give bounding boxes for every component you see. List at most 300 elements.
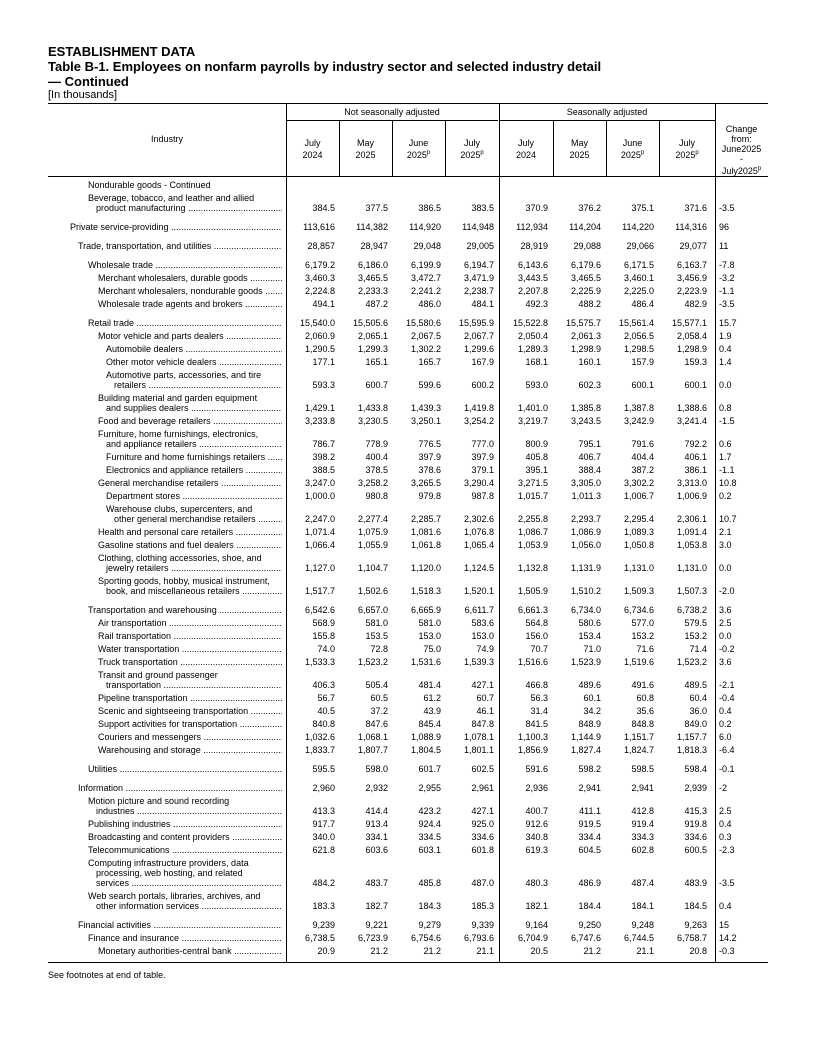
value-cell: 1,807.7 — [357, 745, 388, 755]
value-cell: 388.5 — [312, 465, 335, 475]
value-cell: 604.5 — [578, 845, 601, 855]
value-cell: 15,580.6 — [405, 318, 441, 328]
value-cell: 1,523.9 — [570, 657, 601, 667]
value-cell: 6,723.9 — [357, 933, 388, 943]
value-cell: 405.8 — [525, 452, 548, 462]
value-cell: 3,230.5 — [357, 416, 388, 426]
table-row — [48, 501, 768, 524]
column-divider — [339, 120, 340, 176]
row-label-line: transportation ..... — [48, 680, 282, 690]
value-cell: 334.1 — [365, 832, 388, 842]
value-cell: 0.6 — [719, 439, 732, 449]
value-cell: 2,056.5 — [623, 331, 654, 341]
value-cell: 487.0 — [471, 878, 494, 888]
value-cell: 3.0 — [719, 540, 732, 550]
value-cell: 1,509.3 — [623, 586, 654, 596]
value-cell: 2,067.7 — [463, 331, 494, 341]
row-label — [48, 553, 286, 573]
value-cell: 153.0 — [418, 631, 441, 641]
period-month: June — [408, 138, 429, 148]
row-label-line: and supplies dealers ..... — [48, 403, 282, 413]
value-cell: 387.2 — [631, 465, 654, 475]
value-cell: 413.3 — [312, 806, 335, 816]
value-cell: 603.1 — [418, 845, 441, 855]
value-cell: 2,932 — [365, 783, 388, 793]
value-cell: 2,223.9 — [676, 286, 707, 296]
row-label-line: Building material and garden equipment — [98, 393, 258, 403]
value-cell: 1,505.9 — [517, 586, 548, 596]
value-cell: 6,758.7 — [676, 933, 707, 943]
value-cell: 383.5 — [471, 203, 494, 213]
value-cell: 466.8 — [525, 680, 548, 690]
value-cell: 1,157.7 — [676, 732, 707, 742]
value-cell: 74.0 — [317, 644, 335, 654]
row-label — [48, 299, 286, 309]
row-label — [48, 693, 286, 703]
value-cell: 579.5 — [684, 618, 707, 628]
row-label — [48, 273, 286, 283]
period-month: July — [678, 138, 695, 148]
value-cell: 11 — [719, 241, 729, 251]
value-cell: -0.1 — [719, 764, 735, 774]
value-cell: 395.1 — [525, 465, 548, 475]
value-cell: 792.2 — [684, 439, 707, 449]
value-cell: 2,067.5 — [410, 331, 441, 341]
value-cell: 412.8 — [631, 806, 654, 816]
row-label — [48, 783, 286, 793]
value-cell: 376.2 — [578, 203, 601, 213]
value-cell: 577.0 — [631, 618, 654, 628]
value-cell: 386.1 — [684, 465, 707, 475]
value-cell: 56.7 — [317, 693, 335, 703]
value-cell: 840.8 — [312, 719, 335, 729]
table-row — [48, 667, 768, 690]
value-cell: 6,738.5 — [304, 933, 335, 943]
row-label — [48, 732, 286, 742]
value-cell: 1,081.6 — [410, 527, 441, 537]
value-cell: 847.8 — [471, 719, 494, 729]
value-cell: 0.8 — [719, 403, 732, 413]
value-cell: 160.1 — [578, 357, 601, 367]
row-label-line: Warehousing and storage ..... — [48, 745, 282, 755]
value-cell: 15.7 — [719, 318, 737, 328]
value-cell: 1,818.3 — [676, 745, 707, 755]
value-cell: 9,339 — [471, 920, 494, 930]
table-title: Table B-1. Employees on nonfarm payrolls by industry sector and selected industry detail — [48, 59, 602, 74]
change-header-line: Change — [725, 124, 758, 134]
value-cell: 184.4 — [578, 901, 601, 911]
value-cell: 1,066.4 — [304, 540, 335, 550]
value-cell: 1,518.3 — [410, 586, 441, 596]
value-cell: 1,299.6 — [463, 344, 494, 354]
value-cell: 487.4 — [631, 878, 654, 888]
value-cell: 112,934 — [516, 222, 548, 232]
value-cell: 484.2 — [312, 878, 335, 888]
value-cell: -3.2 — [719, 273, 735, 283]
row-label-line: Pipeline transportation ..... — [48, 693, 282, 703]
row-label — [48, 241, 286, 251]
table-row — [48, 328, 768, 341]
row-label — [48, 618, 286, 628]
value-cell: 3,219.7 — [517, 416, 548, 426]
value-cell: 153.4 — [578, 631, 601, 641]
row-label-line: retailers ..... — [48, 380, 282, 390]
period-header — [606, 120, 659, 176]
payroll-table — [48, 103, 768, 963]
value-cell: 800.9 — [525, 439, 548, 449]
value-cell: 156.0 — [525, 631, 548, 641]
value-cell: 167.9 — [471, 357, 494, 367]
value-cell: 6,734.6 — [623, 605, 654, 615]
row-label — [48, 260, 286, 270]
row-label — [48, 416, 286, 426]
period-year: 2025$^p$ — [675, 150, 699, 160]
value-cell: 602.8 — [631, 845, 654, 855]
change-header-line: July2025 — [721, 166, 758, 176]
value-cell: 6,186.0 — [357, 260, 388, 270]
period-header — [339, 120, 392, 176]
value-cell: 0.4 — [719, 901, 732, 911]
value-cell: 480.3 — [525, 878, 548, 888]
row-label-line: Water transportation ..... — [48, 644, 282, 654]
value-cell: 1,144.9 — [570, 732, 601, 742]
value-cell: 406.1 — [684, 452, 707, 462]
value-cell: 776.5 — [418, 439, 441, 449]
value-cell: 2.5 — [719, 806, 732, 816]
table-row — [48, 296, 768, 309]
value-cell: 159.3 — [684, 357, 707, 367]
period-month: May — [356, 138, 374, 148]
column-divider — [445, 120, 446, 176]
value-cell: 6,163.7 — [676, 260, 707, 270]
period-header — [445, 120, 499, 176]
value-cell: 848.9 — [578, 719, 601, 729]
row-label-line: Scenic and sightseeing transportation ..... — [48, 706, 282, 716]
value-cell: 113,616 — [303, 222, 335, 232]
period-header — [392, 120, 445, 176]
value-cell: 917.7 — [312, 819, 335, 829]
value-cell: 114,382 — [356, 222, 388, 232]
section-title: ESTABLISHMENT DATA — [48, 44, 196, 59]
value-cell: 1,533.3 — [304, 657, 335, 667]
table-row — [48, 716, 768, 729]
value-cell: 3,258.2 — [357, 478, 388, 488]
value-cell: 3,290.4 — [463, 478, 494, 488]
value-cell: 334.6 — [471, 832, 494, 842]
value-cell: 1,502.6 — [357, 586, 388, 596]
value-cell: 1,539.3 — [463, 657, 494, 667]
table-row — [48, 742, 768, 755]
value-cell: -0.2 — [719, 644, 735, 654]
value-cell: 481.4 — [418, 680, 441, 690]
row-label-line: and appliance retailers ..... — [48, 439, 282, 449]
value-cell: 2,941 — [631, 783, 654, 793]
row-label — [48, 465, 286, 475]
row-label — [48, 644, 286, 654]
row-label-line: product manufacturing ..... — [48, 203, 282, 213]
row-label — [48, 764, 286, 774]
value-cell: 2,238.7 — [463, 286, 494, 296]
value-cell: 29,048 — [413, 241, 441, 251]
value-cell: 71.0 — [583, 644, 601, 654]
value-cell: 845.4 — [418, 719, 441, 729]
table-row — [48, 761, 768, 774]
value-cell: 2,960 — [312, 783, 335, 793]
value-cell: 598.5 — [631, 764, 654, 774]
value-cell: 1,824.7 — [623, 745, 654, 755]
row-label-line: Merchant wholesalers, durable goods ..... — [48, 273, 282, 283]
row-label-line: Wholesale trade agents and brokers ..... — [48, 299, 282, 309]
value-cell: 0.2 — [719, 491, 732, 501]
period-year: 2025 — [569, 150, 590, 160]
value-cell: 423.2 — [418, 806, 441, 816]
column-divider — [392, 120, 393, 176]
value-cell: 415.3 — [684, 806, 707, 816]
row-label — [48, 657, 286, 667]
value-cell: 9,239 — [312, 920, 335, 930]
value-cell: 6.0 — [719, 732, 732, 742]
row-label — [48, 796, 286, 816]
value-cell: 6,754.6 — [410, 933, 441, 943]
value-cell: 6,657.0 — [357, 605, 388, 615]
value-cell: 184.3 — [418, 901, 441, 911]
value-cell: 600.7 — [365, 380, 388, 390]
period-year: 2024 — [515, 150, 537, 160]
row-label — [48, 858, 286, 888]
table-row — [48, 354, 768, 367]
value-cell: 2,939 — [684, 783, 707, 793]
value-cell: 3,460.1 — [623, 273, 654, 283]
value-cell: 2,241.2 — [410, 286, 441, 296]
value-cell: 31.4 — [530, 706, 548, 716]
value-cell: 598.4 — [684, 764, 707, 774]
value-cell: 96 — [719, 222, 730, 232]
value-cell: 1,827.4 — [570, 745, 601, 755]
value-cell: 1,523.2 — [676, 657, 707, 667]
value-cell: 1,289.3 — [517, 344, 548, 354]
row-label-line: Private service-providing ..... — [48, 222, 282, 232]
value-cell: 1.7 — [719, 452, 732, 462]
value-cell: 2,277.4 — [357, 514, 388, 524]
value-cell: 3,465.5 — [570, 273, 601, 283]
value-cell: 1,299.3 — [357, 344, 388, 354]
value-cell: 6,194.7 — [463, 260, 494, 270]
value-cell: 37.2 — [370, 706, 388, 716]
value-cell: 1,388.6 — [676, 403, 707, 413]
value-cell: 15,540.0 — [299, 318, 335, 328]
table-row — [48, 729, 768, 742]
value-cell: 1,131.0 — [623, 563, 654, 573]
value-cell: 414.4 — [365, 806, 388, 816]
value-cell: 29,088 — [573, 241, 601, 251]
value-cell: 182.1 — [525, 901, 548, 911]
value-cell: 491.6 — [631, 680, 654, 690]
value-cell: 848.8 — [631, 719, 654, 729]
value-cell: 10.7 — [719, 514, 737, 524]
row-label — [48, 318, 286, 328]
row-label — [48, 491, 286, 501]
table-row — [48, 426, 768, 449]
row-label-line: Warehouse clubs, supercenters, and — [106, 504, 253, 514]
value-cell: 71.6 — [636, 644, 654, 654]
value-cell: 3,265.5 — [410, 478, 441, 488]
table-row — [48, 449, 768, 462]
value-cell: 398.2 — [312, 452, 335, 462]
row-label-line: other information services ..... — [48, 901, 282, 911]
table-row — [48, 462, 768, 475]
value-cell: 913.4 — [365, 819, 388, 829]
row-label — [48, 845, 286, 855]
value-cell: 114,204 — [569, 222, 601, 232]
table-row — [48, 367, 768, 390]
value-cell: 20.8 — [689, 946, 707, 956]
value-cell: 919.4 — [631, 819, 654, 829]
value-cell: 0.0 — [719, 631, 732, 641]
value-cell: 29,005 — [466, 241, 494, 251]
row-spacer — [48, 956, 768, 962]
value-cell: 919.8 — [684, 819, 707, 829]
period-year: 2025$^p$ — [406, 150, 431, 160]
value-cell: 71.4 — [689, 644, 707, 654]
value-cell: 70.7 — [530, 644, 548, 654]
value-cell: 3,313.0 — [676, 478, 707, 488]
value-cell: 6,793.6 — [463, 933, 494, 943]
table-row — [48, 930, 768, 943]
value-cell: 28,919 — [520, 241, 548, 251]
value-cell: 924.4 — [418, 819, 441, 829]
table-body — [48, 177, 768, 962]
value-cell: 1,507.3 — [676, 586, 707, 596]
value-cell: -2 — [719, 783, 728, 793]
row-label-line: Truck transportation ..... — [48, 657, 282, 667]
value-cell: 2,050.4 — [517, 331, 548, 341]
value-cell: 168.1 — [525, 357, 548, 367]
value-cell: 21.2 — [370, 946, 388, 956]
nsa-group-header: Not seasonally adjusted — [286, 104, 498, 121]
table-row — [48, 257, 768, 270]
value-cell: 979.8 — [418, 491, 441, 501]
value-cell: 2,255.8 — [517, 514, 548, 524]
industry-column-header: Industry — [150, 134, 183, 144]
value-cell: 334.6 — [684, 832, 707, 842]
value-cell: 2,936 — [525, 783, 548, 793]
value-cell: 3,471.9 — [463, 273, 494, 283]
row-label-line: industries ..... — [48, 806, 282, 816]
value-cell: 15,505.6 — [352, 318, 388, 328]
table-row — [48, 177, 768, 190]
value-cell: 375.1 — [631, 203, 654, 213]
value-cell: 379.1 — [471, 465, 494, 475]
value-cell: 165.7 — [418, 357, 441, 367]
row-label-line: Support activities for transportation ..... — [48, 719, 282, 729]
value-cell: 581.0 — [365, 618, 388, 628]
row-label — [48, 504, 286, 524]
table-row — [48, 238, 768, 251]
value-cell: 9,263 — [684, 920, 707, 930]
value-cell: 29,066 — [626, 241, 654, 251]
value-cell: 568.9 — [312, 618, 335, 628]
value-cell: 114,316 — [675, 222, 707, 232]
value-cell: 2,941 — [578, 783, 601, 793]
value-cell: 1.4 — [719, 357, 732, 367]
row-label-line: Rail transportation ..... — [48, 631, 282, 641]
value-cell: 2,207.8 — [517, 286, 548, 296]
row-label-line: Clothing, clothing accessories, shoe, and — [98, 553, 262, 563]
column-divider — [659, 120, 660, 176]
value-cell: 486.4 — [631, 299, 654, 309]
row-label-line: Transit and ground passenger — [98, 670, 218, 680]
value-cell: 1,075.9 — [357, 527, 388, 537]
value-cell: 3,243.5 — [570, 416, 601, 426]
value-cell: 987.8 — [471, 491, 494, 501]
value-cell: 600.2 — [471, 380, 494, 390]
value-cell: 1,298.5 — [623, 344, 654, 354]
change-header-line: from: — [731, 134, 752, 144]
change-header-line: July2025$^p$ — [721, 166, 762, 176]
value-cell: -3.5 — [719, 299, 735, 309]
value-cell: 489.5 — [684, 680, 707, 690]
value-cell: 0.0 — [719, 563, 732, 573]
value-cell: 1,801.1 — [463, 745, 494, 755]
value-cell: 1,298.9 — [570, 344, 601, 354]
value-cell: 3,242.9 — [623, 416, 654, 426]
value-cell: 847.6 — [365, 719, 388, 729]
row-label-line: Other motor vehicle dealers ..... — [48, 357, 282, 367]
value-cell: 2,058.4 — [676, 331, 707, 341]
value-cell: 406.3 — [312, 680, 335, 690]
row-label-line: General merchandise retailers ..... — [48, 478, 282, 488]
row-label-line: Automotive parts, accessories, and tire — [106, 370, 262, 380]
table-row — [48, 488, 768, 501]
value-cell: 411.1 — [579, 806, 601, 816]
value-cell: 60.4 — [689, 693, 707, 703]
row-label-line: services ..... — [48, 878, 282, 888]
units-note: [In thousands] — [48, 89, 118, 101]
value-cell: 2,247.0 — [304, 514, 335, 524]
row-label — [48, 527, 286, 537]
value-cell: 9,248 — [631, 920, 654, 930]
value-cell: 603.6 — [365, 845, 388, 855]
value-cell: 1,078.1 — [463, 732, 494, 742]
row-label-line: Beverage, tobacco, and leather and allied — [88, 193, 255, 203]
value-cell: 114,220 — [622, 222, 654, 232]
value-cell: 483.9 — [684, 878, 707, 888]
table-row — [48, 703, 768, 716]
value-cell: 3,443.5 — [517, 273, 548, 283]
value-cell: 485.8 — [418, 878, 441, 888]
row-label-line: Motion picture and sound recording — [88, 796, 230, 806]
value-cell: 6,179.6 — [570, 260, 601, 270]
row-label-line: processing, web hosting, and related — [96, 868, 243, 878]
value-cell: 1,439.3 — [410, 403, 441, 413]
value-cell: 3.6 — [719, 605, 732, 615]
value-cell: 602.3 — [578, 380, 601, 390]
value-cell: 0.2 — [719, 719, 732, 729]
value-cell: 388.4 — [578, 465, 601, 475]
value-cell: 1,120.0 — [410, 563, 441, 573]
row-label-line: Furniture and home furnishings retailers ..... — [48, 452, 282, 462]
value-cell: 3,250.1 — [410, 416, 441, 426]
value-cell: 484.1 — [471, 299, 494, 309]
row-label-line: Trade, transportation, and utilities ..... — [48, 241, 282, 251]
table-row — [48, 780, 768, 793]
value-cell: 340.0 — [312, 832, 335, 842]
value-cell: 6,744.5 — [623, 933, 654, 943]
period-month: July — [517, 138, 534, 148]
value-cell: -3.5 — [719, 203, 735, 213]
value-cell: 15,522.8 — [512, 318, 548, 328]
value-cell: 1,519.6 — [623, 657, 654, 667]
